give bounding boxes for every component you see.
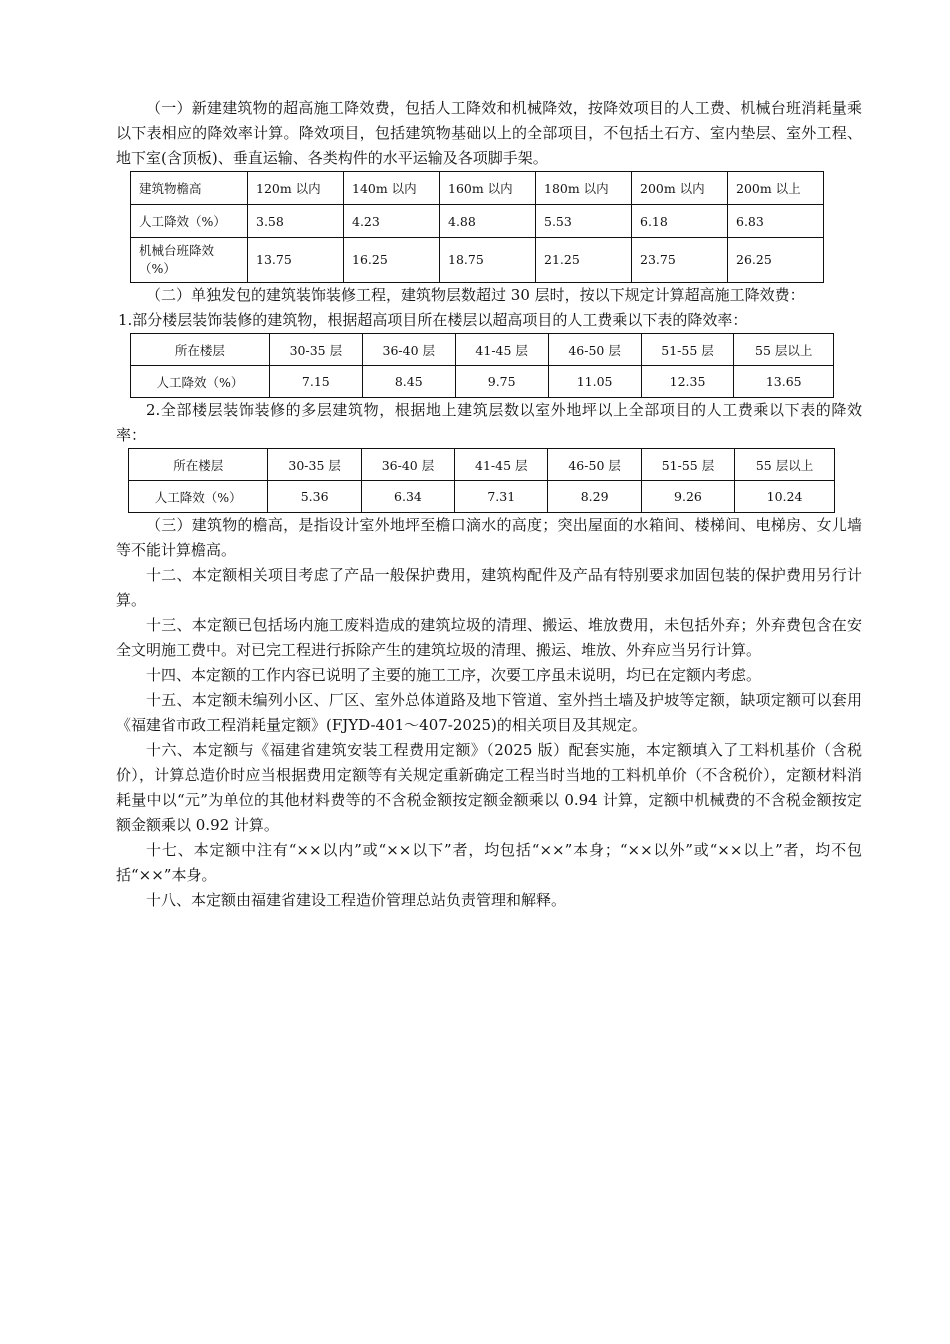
table-cell: 6.34 <box>361 481 454 513</box>
table-cell: 36-40 层 <box>362 334 455 366</box>
table-cell: 16.25 <box>344 238 440 283</box>
paragraph-13: 十三、本定额已包括场内施工废料造成的建筑垃圾的清理、搬运、堆放费用，未包括外弃；外弃费包含在安全文明施工费中。对已完工程进行拆除产生的建筑垃圾的清理、搬运、堆放、外弃应当另行计算。 <box>116 616 862 659</box>
table-cell: 11.05 <box>548 366 641 398</box>
table-cell: 36-40 层 <box>361 449 454 481</box>
paragraph-16: 十六、本定额与《福建省建筑安装工程费用定额》（2025 版）配套实施，本定额填入了工料机基价（含税价），计算总造价时应当根据费用定额等有关规定重新确定工程当时当地的工料机单价（不含税价），定额材料消耗量中以“元”为单位的其他材料费等的不含税金额按定额金额乘以 0.94 计算，定额中机械费的不含税金额按定额金额乘以 0.92 计算。 <box>116 741 862 834</box>
table-cell: 4.88 <box>440 205 536 238</box>
paragraph-5: （三）建筑物的檐高，是指设计室外地坪至檐口滴水的高度；突出屋面的水箱间、楼梯间、电梯房、女儿墙等不能计算檐高。 <box>116 516 862 559</box>
table-cell: 10.24 <box>735 481 835 513</box>
table-header-row <box>131 334 834 366</box>
table-cell: 人工降效（%） <box>131 366 270 398</box>
table-cell: 机械台班降效（%） <box>131 238 248 283</box>
table-cell: 120m 以内 <box>248 172 344 205</box>
table-cell: 所在楼层 <box>129 449 268 481</box>
table-partial-floor-efficiency <box>130 333 834 398</box>
table-cell: 200m 以内 <box>632 172 728 205</box>
table-cell: 7.15 <box>269 366 362 398</box>
table-cell: 人工降效（%） <box>129 481 268 513</box>
paragraph-12: 十二、本定额相关项目考虑了产品一般保护费用，建筑构配件及产品有特别要求加固包装的保护费用另行计算。 <box>116 566 862 609</box>
table-cell: 30-35 层 <box>269 334 362 366</box>
table-cell: 55 层以上 <box>735 449 835 481</box>
paragraph-14: 十四、本定额的工作内容已说明了主要的施工工序，次要工序虽未说明，均已在定额内考虑。 <box>146 666 762 684</box>
table-cell: 200m 以上 <box>728 172 824 205</box>
document-page <box>116 96 862 913</box>
table-cell: 180m 以内 <box>536 172 632 205</box>
table-cell: 13.75 <box>248 238 344 283</box>
paragraph-18: 十八、本定额由福建省建设工程造价管理总站负责管理和解释。 <box>146 891 567 909</box>
paragraph-4: 2.全部楼层装饰装修的多层建筑物，根据地上建筑层数以室外地坪以上全部项目的人工费乘以下表的降效率： <box>116 401 862 444</box>
table-cell: 12.35 <box>641 366 734 398</box>
table-cell: 21.25 <box>536 238 632 283</box>
table-cell: 3.58 <box>248 205 344 238</box>
table-cell: 41-45 层 <box>455 334 548 366</box>
table-cell: 51-55 层 <box>641 334 734 366</box>
table-row <box>131 238 824 283</box>
table-row <box>131 366 834 398</box>
table-cell: 160m 以内 <box>440 172 536 205</box>
table-header-row <box>131 172 824 205</box>
table-building-height-efficiency <box>130 171 824 283</box>
paragraph-2: （二）单独发包的建筑装饰装修工程，建筑物层数超过 30 层时，按以下规定计算超高施工降效费： <box>146 286 805 304</box>
table-full-floor-efficiency <box>128 448 835 513</box>
table-cell: 18.75 <box>440 238 536 283</box>
table-cell: 6.18 <box>632 205 728 238</box>
table-cell: 23.75 <box>632 238 728 283</box>
table-row <box>129 481 835 513</box>
table-cell: 46-50 层 <box>548 449 641 481</box>
paragraph-3-text: 1.部分楼层装饰装修的建筑物，根据超高项目所在楼层以超高项目的人工费乘以下表的降效率： <box>118 311 748 329</box>
table-cell: 9.75 <box>455 366 548 398</box>
table-cell: 41-45 层 <box>455 449 548 481</box>
table-cell: 8.29 <box>548 481 641 513</box>
table-cell: 7.31 <box>455 481 548 513</box>
table-cell: 55 层以上 <box>734 334 834 366</box>
table-cell: 51-55 层 <box>641 449 734 481</box>
table-row <box>131 205 824 238</box>
table-cell: 5.36 <box>268 481 361 513</box>
table-cell: 9.26 <box>641 481 734 513</box>
table-cell: 30-35 层 <box>268 449 361 481</box>
table-cell: 8.45 <box>362 366 455 398</box>
table-cell: 建筑物檐高 <box>131 172 248 205</box>
table-cell: 46-50 层 <box>548 334 641 366</box>
paragraph-15: 十五、本定额未编列小区、厂区、室外总体道路及地下管道、室外挡土墙及护坡等定额，缺项定额可以套用《福建省市政工程消耗量定额》(FJYD-401～407-2025)的相关项目及其规定。 <box>116 691 862 734</box>
table-cell: 26.25 <box>728 238 824 283</box>
table-cell: 13.65 <box>734 366 834 398</box>
table-header-row <box>129 449 835 481</box>
paragraph-3 <box>116 308 862 333</box>
paragraph-17: 十七、本定额中注有“××以内”或“××以下”者，均包括“××”本身；“××以外”或“××以上”者，均不包括“××”本身。 <box>116 841 862 884</box>
table-cell: 140m 以内 <box>344 172 440 205</box>
table-cell: 4.23 <box>344 205 440 238</box>
table-cell: 5.53 <box>536 205 632 238</box>
table-cell: 所在楼层 <box>131 334 270 366</box>
table-cell: 6.83 <box>728 205 824 238</box>
table-cell: 人工降效（%） <box>131 205 248 238</box>
paragraph-1: （一）新建建筑物的超高施工降效费，包括人工降效和机械降效，按降效项目的人工费、机械台班消耗量乘以下表相应的降效率计算。降效项目，包括建筑物基础以上的全部项目，不包括土石方、室内垫层、室外工程、地下室(含顶板)、垂直运输、各类构件的水平运输及各项脚手架。 <box>116 99 862 167</box>
